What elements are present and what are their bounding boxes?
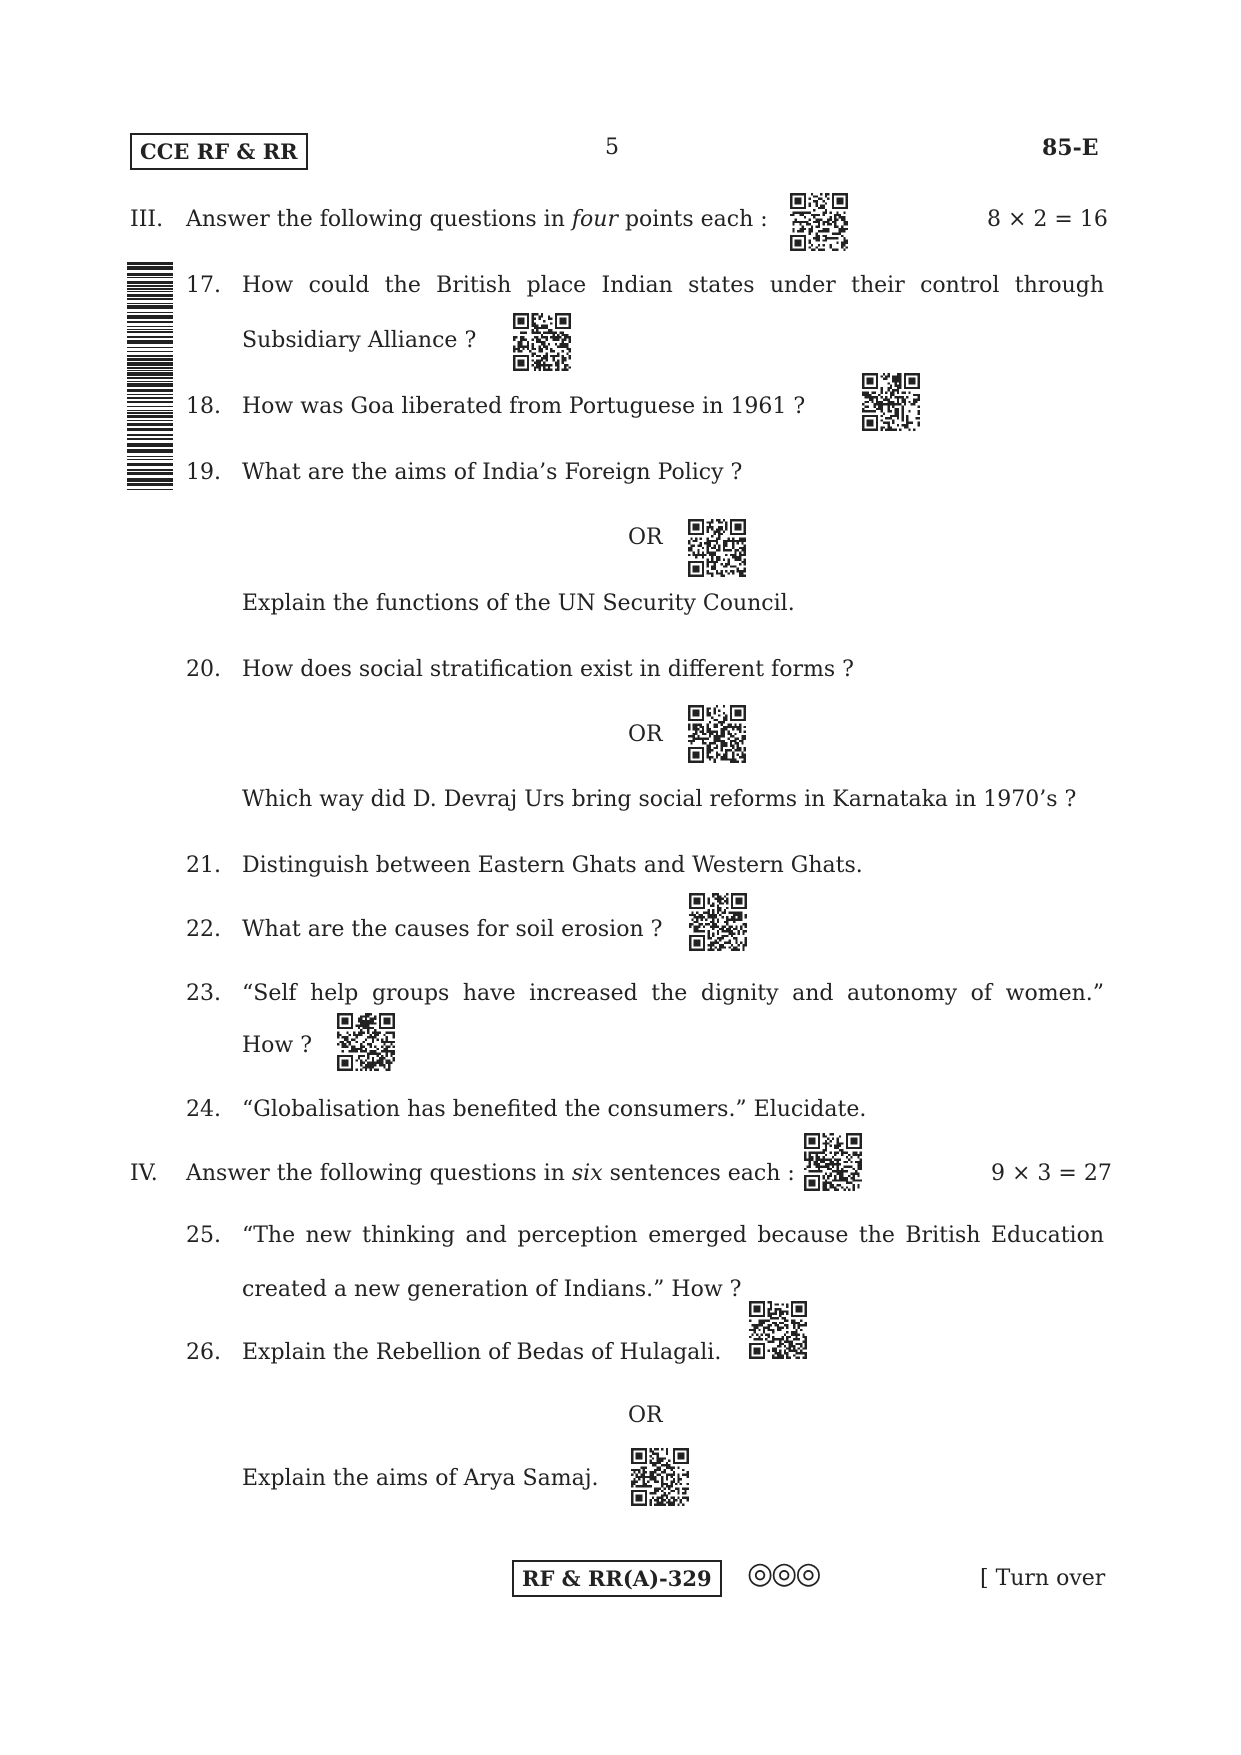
section-4-instruction: Answer the following questions in six sentences each :	[186, 1161, 795, 1186]
qr-code-icon	[689, 893, 747, 951]
section-3-marks: 8 × 2 = 16	[987, 207, 1108, 232]
question-text: What are the aims of India’s Foreign Policy ?	[242, 460, 743, 485]
qr-code-icon	[688, 705, 746, 763]
page-number: 5	[605, 135, 619, 160]
header-right-code: 85-E	[1042, 135, 1099, 161]
question-number: 17.	[186, 273, 221, 298]
question-number: 25.	[186, 1223, 221, 1248]
question-text: “Globalisation has benefited the consumers.” Elucidate.	[242, 1097, 867, 1122]
question-text-continued: created a new generation of Indians.” How ?	[242, 1277, 742, 1302]
question-text: How does social stratification exist in different forms ?	[242, 657, 854, 682]
section-4-marks: 9 × 3 = 27	[991, 1161, 1112, 1186]
header-left-code: CCE RF & RR	[130, 133, 308, 170]
question-number: 22.	[186, 917, 221, 942]
question-text: How was Goa liberated from Portuguese in 1961 ?	[242, 394, 806, 419]
qr-code-icon	[337, 1013, 395, 1071]
or-label: OR	[628, 525, 663, 550]
question-number: 23.	[186, 981, 221, 1006]
section-4-numeral: IV.	[130, 1161, 158, 1186]
question-number: 20.	[186, 657, 221, 682]
question-number: 19.	[186, 460, 221, 485]
alternative-question-text: Explain the aims of Arya Samaj.	[242, 1466, 599, 1491]
section-3-numeral: III.	[130, 207, 164, 232]
alternative-question-text: Explain the functions of the UN Security Council.	[242, 591, 795, 616]
question-number: 21.	[186, 853, 221, 878]
question-text: How could the British place Indian states under their control through	[242, 273, 1104, 298]
question-text: “The new thinking and perception emerged because the British Education	[242, 1223, 1104, 1248]
footer-code: RF & RR(A)-329	[512, 1560, 722, 1597]
qr-code-icon	[749, 1301, 807, 1359]
turn-over-label: [ Turn over	[980, 1566, 1106, 1591]
section-3-instruction: Answer the following questions in four points each :	[186, 207, 768, 232]
qr-code-icon	[804, 1133, 862, 1191]
question-text-continued: How ?	[242, 1033, 313, 1058]
footer-symbols: ◎◎◎	[747, 1556, 820, 1591]
question-text: Distinguish between Eastern Ghats and Western Ghats.	[242, 853, 863, 878]
question-number: 26.	[186, 1340, 221, 1365]
question-number: 24.	[186, 1097, 221, 1122]
question-text: What are the causes for soil erosion ?	[242, 917, 663, 942]
question-text: “Self help groups have increased the dignity and autonomy of women.”	[242, 981, 1104, 1006]
alternative-question-text: Which way did D. Devraj Urs bring social reforms in Karnataka in 1970’s ?	[242, 787, 1077, 812]
qr-code-icon	[631, 1448, 689, 1506]
qr-code-icon	[790, 193, 848, 251]
qr-code-icon	[513, 313, 571, 371]
qr-code-icon	[688, 519, 746, 577]
question-number: 18.	[186, 394, 221, 419]
question-text: Explain the Rebellion of Bedas of Hulagali.	[242, 1340, 722, 1365]
question-text-continued: Subsidiary Alliance ?	[242, 328, 477, 353]
or-label: OR	[628, 722, 663, 747]
qr-code-icon	[862, 373, 920, 431]
or-label: OR	[628, 1403, 663, 1428]
barcode-icon	[127, 262, 173, 490]
